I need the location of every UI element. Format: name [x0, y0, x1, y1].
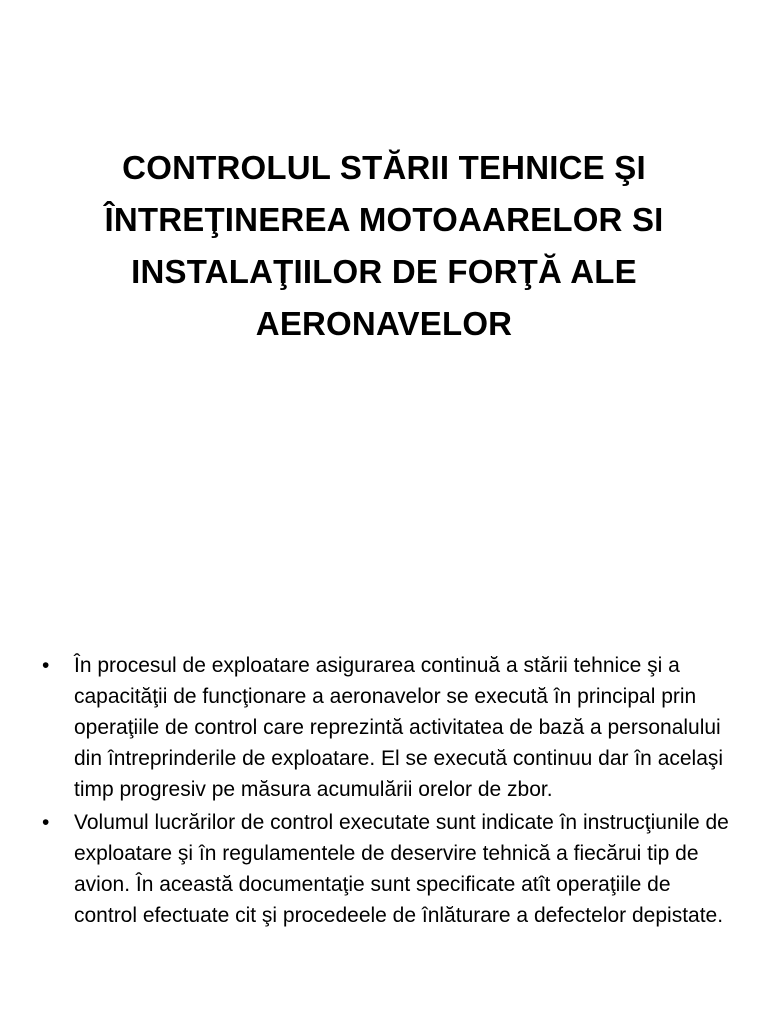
- bullet-marker: •: [42, 654, 50, 677]
- bullet-text: Volumul lucrărilor de control executate sunt indicate în instrucţiunile de exploatare şi în regulamentele de deservire tehnică a fiecărui tip de avion. În această documentaţie sunt specificate atît operaţiile de control efectuate cit şi procedeele de înlăturare a defectelor depistate.: [74, 811, 729, 927]
- slide-title: CONTROLUL STĂRII TEHNICE ŞI ÎNTREŢINEREA MOTOAARELOR SI INSTALAŢIILOR DE FORŢĂ ALE AERONAVELOR: [104, 149, 664, 342]
- bullet-text: În procesul de exploatare asigurarea continuă a stării tehnice şi a capacităţii de funcţionare a aeronavelor se execută în principal prin operaţiile de control care reprezintă activitatea de bază a personalului din întreprinderile de exploatare. El se execută continuu dar în acelaşi timp progresiv pe măsura acumulării orelor de zbor.: [74, 654, 724, 801]
- bullet-list: [40, 650, 730, 933]
- bullet-marker: •: [42, 811, 50, 834]
- list-item: [40, 650, 730, 805]
- list-item: [40, 807, 730, 931]
